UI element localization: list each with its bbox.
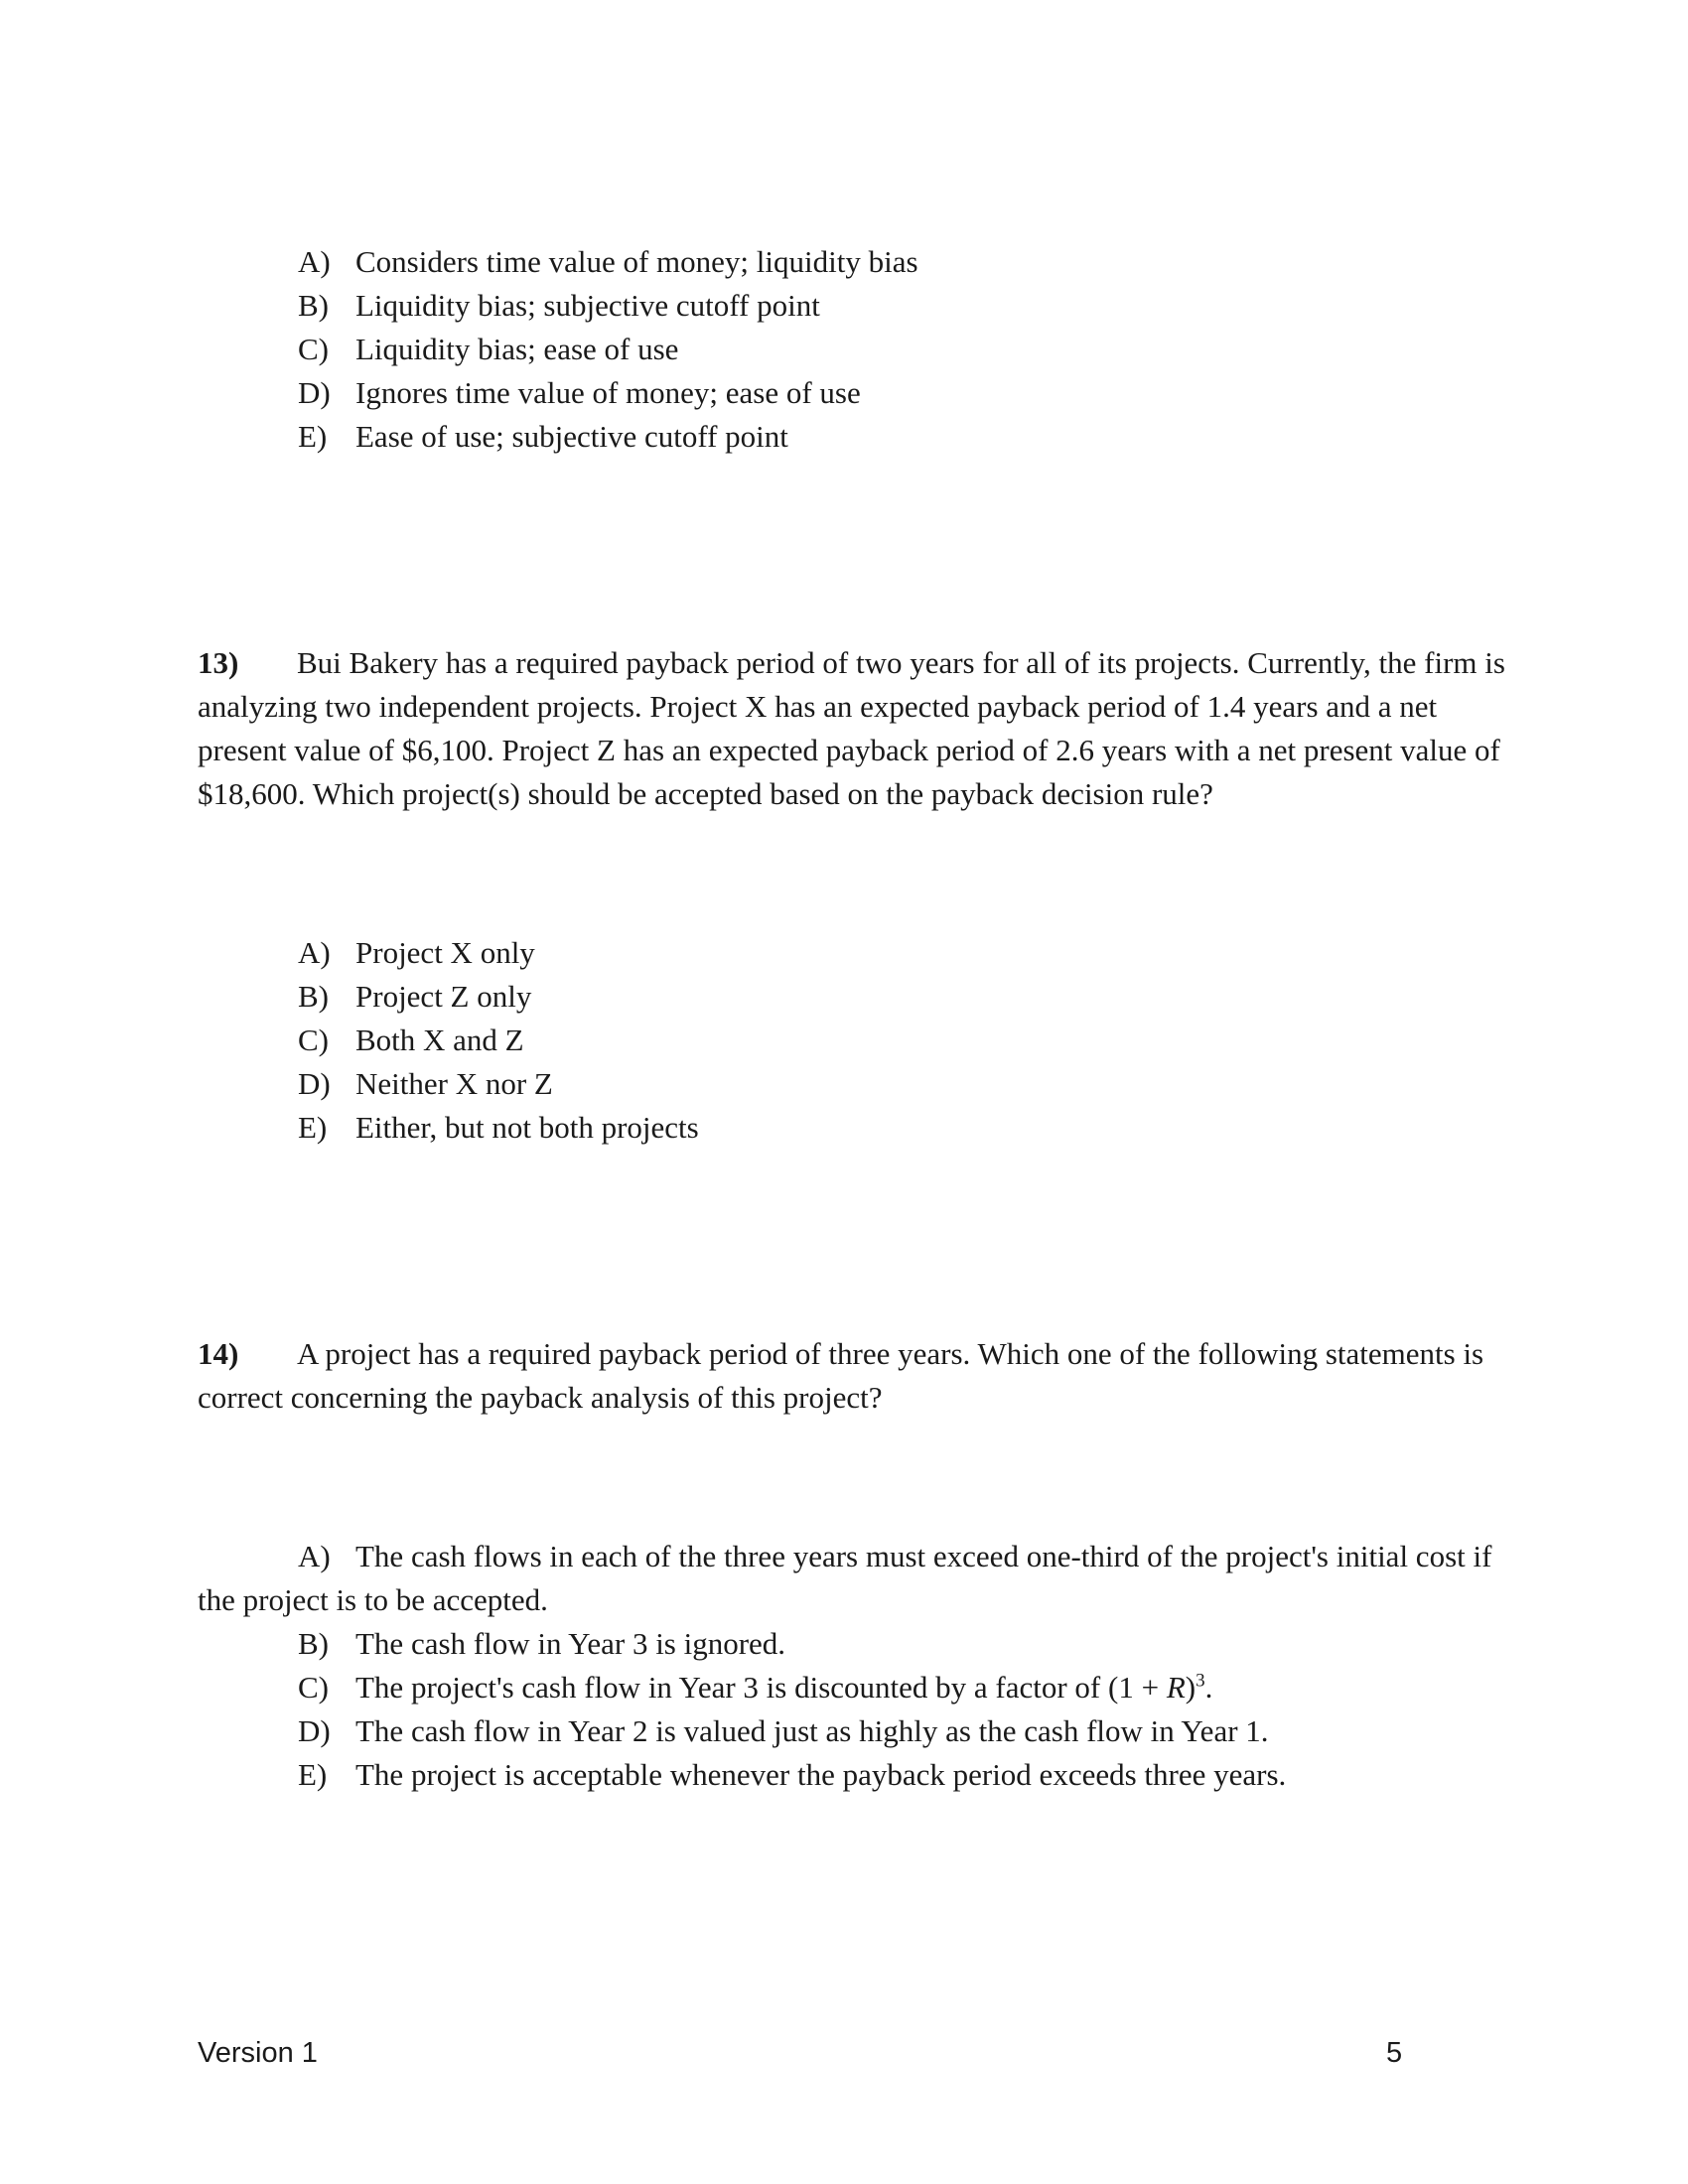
question-text: A project has a required payback period of three years. Which one of the following statements is correct concerning the payback analysis of this project?: [198, 1336, 1484, 1415]
option-variable: R: [1166, 1670, 1186, 1705]
option-b: [298, 975, 531, 1019]
option-text: Either, but not both projects: [355, 1110, 699, 1145]
option-letter: B): [298, 1626, 329, 1661]
option-text-mid: ): [1185, 1670, 1196, 1705]
question-text: Bui Bakery has a required payback period of two years for all of its projects. Currently, the firm is analyzing two independent projects. Project X has an expected payback period of 1.4 years and a net present value of $6,100. Project Z has an expected payback period of 2.6 years with a net present value of $18,600. Which project(s) should be accepted based on the payback decision rule?: [198, 645, 1505, 811]
option-e: [298, 1753, 1286, 1797]
option-text: Neither X nor Z: [355, 1066, 553, 1101]
option-c: [298, 1666, 1212, 1709]
option-text: Project Z only: [355, 979, 532, 1014]
option-letter: D): [298, 375, 331, 410]
option-text: The cash flow in Year 3 is ignored.: [355, 1626, 786, 1661]
footer-page-number: 5: [1386, 2037, 1403, 2069]
option-exponent: 3: [1196, 1670, 1205, 1692]
option-b: [298, 284, 820, 328]
option-text: Considers time value of money; liquidity bias: [355, 244, 918, 279]
option-letter: B): [298, 979, 329, 1014]
option-letter: E): [298, 1757, 328, 1792]
option-letter: D): [298, 1713, 331, 1748]
question-number: 13): [198, 645, 239, 680]
option-e: [298, 1106, 699, 1150]
option-letter: C): [298, 1023, 329, 1057]
question-13: [198, 641, 1508, 816]
option-text: Ease of use; subjective cutoff point: [355, 419, 788, 454]
option-c: [298, 1019, 524, 1062]
option-c: [298, 328, 678, 371]
option-letter: A): [298, 1539, 331, 1573]
option-letter: B): [298, 288, 329, 323]
option-text: Liquidity bias; ease of use: [355, 332, 679, 366]
question-number: 14): [198, 1336, 239, 1371]
option-a: [298, 240, 918, 284]
option-text: Liquidity bias; subjective cutoff point: [355, 288, 820, 323]
footer-version: Version 1: [198, 2037, 318, 2069]
option-d: [298, 371, 861, 415]
option-d: [298, 1062, 553, 1106]
option-letter: E): [298, 419, 328, 454]
option-letter: A): [298, 935, 331, 970]
option-letter: C): [298, 332, 329, 366]
option-letter: D): [298, 1066, 331, 1101]
option-text: Both X and Z: [355, 1023, 524, 1057]
option-text: Ignores time value of money; ease of use: [355, 375, 861, 410]
option-d: [298, 1709, 1269, 1753]
option-letter: E): [298, 1110, 328, 1145]
option-letter: A): [298, 244, 331, 279]
option-a: [298, 931, 535, 975]
option-text: The project is acceptable whenever the payback period exceeds three years.: [355, 1757, 1287, 1792]
option-a: [198, 1535, 1508, 1622]
option-b: [298, 1622, 785, 1666]
option-text: The cash flow in Year 2 is valued just as highly as the cash flow in Year 1.: [355, 1713, 1269, 1748]
question-14: [198, 1332, 1508, 1420]
option-e: [298, 415, 788, 459]
option-text-after: .: [1204, 1670, 1213, 1705]
option-letter: C): [298, 1670, 329, 1705]
option-text: Project X only: [355, 935, 535, 970]
option-text: The cash flows in each of the three years must exceed one-third of the project's initial cost if the project is to be accepted.: [198, 1539, 1492, 1617]
option-text-before: The project's cash flow in Year 3 is discounted by a factor of (1 +: [355, 1670, 1167, 1705]
